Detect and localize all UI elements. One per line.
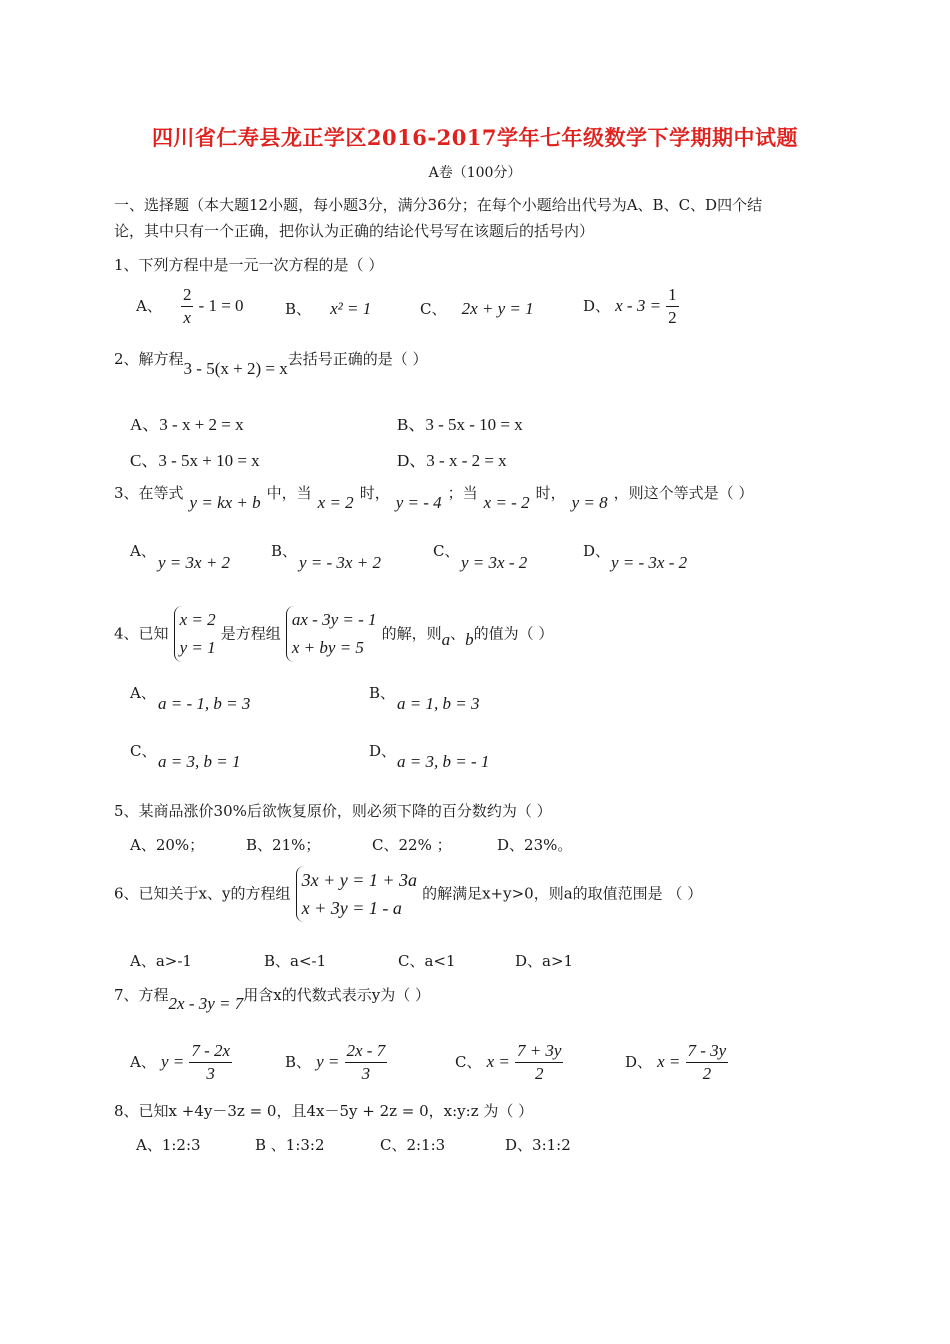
numerator: 2 bbox=[181, 284, 194, 307]
option-label: B、 bbox=[285, 300, 312, 318]
equation-system bbox=[296, 866, 417, 922]
q3-option-c-label: C、 bbox=[433, 542, 460, 560]
question-1-stem: 1、下列方程中是一元一次方程的是（ ） bbox=[114, 256, 384, 274]
expression: 2x + y = 1 bbox=[461, 299, 534, 318]
numerator: 2x - 7 bbox=[345, 1040, 388, 1063]
q1-option-c bbox=[420, 298, 534, 319]
denominator: 3 bbox=[361, 1064, 371, 1083]
q2-option-c: C、3 - 5x + 10 = x bbox=[130, 451, 260, 470]
fraction bbox=[686, 1040, 729, 1085]
expression: - 1 = 0 bbox=[198, 296, 244, 315]
q7-option-b bbox=[285, 1040, 387, 1085]
q4-option-b: a = 1, b = 3 bbox=[397, 694, 480, 713]
fraction bbox=[666, 284, 679, 329]
numerator: 7 + 3y bbox=[515, 1040, 564, 1063]
expression: x = bbox=[657, 1052, 681, 1071]
fraction bbox=[181, 284, 194, 329]
q6-option-a: A、a>-1 bbox=[130, 952, 192, 970]
denominator: x bbox=[183, 308, 191, 327]
stem-text: 6、已知关于x、y的方程组 bbox=[114, 884, 291, 903]
stem-text: ，则这个等式是（ ） bbox=[613, 484, 754, 502]
option-label: A、 bbox=[130, 1053, 156, 1071]
page-title: 四川省仁寿县龙正学区2016-2017学年七年级数学下学期期中试题 bbox=[151, 125, 799, 150]
q8-option-a: A、1:2:3 bbox=[136, 1136, 201, 1154]
stem-expression: y = kx + b bbox=[189, 493, 261, 512]
question-7-stem bbox=[114, 984, 430, 1013]
q4-option-c-label: C、 bbox=[130, 742, 157, 760]
q7-option-d bbox=[625, 1040, 728, 1085]
variable: a bbox=[441, 629, 451, 649]
q5-option-c: C、22% ； bbox=[372, 836, 452, 854]
expression: y = bbox=[316, 1052, 340, 1071]
q4-option-b-label: B、 bbox=[369, 684, 396, 702]
equation: ax - 3y = - 1 bbox=[291, 610, 377, 629]
q7-option-a bbox=[130, 1040, 232, 1085]
expression: x = bbox=[486, 1052, 510, 1071]
solution-system bbox=[174, 606, 216, 662]
q3-option-c: y = 3x - 2 bbox=[461, 553, 528, 572]
q3-option-d: y = - 3x - 2 bbox=[611, 553, 688, 572]
stem-expression: y = 8 bbox=[571, 493, 608, 512]
stem-text: 的解满足x+y>0，则a的取值范围是 （ ） bbox=[422, 884, 703, 903]
q5-option-d: D、23%。 bbox=[497, 836, 573, 854]
stem-expression: 3 - 5(x + 2) = x bbox=[183, 359, 288, 378]
q4-option-d-label: D、 bbox=[369, 742, 397, 760]
q2-option-b: B、3 - 5x - 10 = x bbox=[397, 415, 523, 434]
option-label: C、 bbox=[420, 300, 447, 318]
option-label: B、 bbox=[285, 1053, 312, 1071]
stem-text: ；当 bbox=[447, 484, 478, 502]
stem-expression: 2x - 3y = 7 bbox=[168, 994, 244, 1013]
q1-option-a bbox=[136, 284, 244, 329]
q3-option-a-label: A、 bbox=[130, 542, 156, 560]
stem-text: 时， bbox=[535, 484, 566, 502]
q1-option-b bbox=[285, 298, 371, 319]
section-instruction-line-2: 论，其中只有一个正确，把你认为正确的结论代号写在该题后的括号内） bbox=[114, 222, 595, 240]
equation: x + 3y = 1 - a bbox=[301, 898, 402, 918]
equation: x = 2 bbox=[179, 610, 216, 629]
q4-option-d: a = 3, b = - 1 bbox=[397, 752, 490, 771]
stem-text: 的值为（ ） bbox=[473, 624, 554, 643]
q7-option-c bbox=[455, 1040, 563, 1085]
stem-text: 时， bbox=[359, 484, 390, 502]
q5-option-a: A、20%； bbox=[130, 836, 205, 854]
numerator: 7 - 2x bbox=[189, 1040, 232, 1063]
q8-option-b: B 、1:3:2 bbox=[255, 1136, 325, 1154]
section-subtitle: A卷（100分） bbox=[428, 165, 522, 181]
option-label: D、 bbox=[583, 297, 611, 315]
stem-expression: x = - 2 bbox=[483, 493, 530, 512]
question-2-stem bbox=[114, 348, 428, 378]
denominator: 2 bbox=[668, 308, 677, 327]
q6-option-c: C、a<1 bbox=[398, 952, 456, 970]
question-8-stem: 8、已知x +4y－3z = 0，且4x－5y + 2z = 0，x:y:z 为（ ） bbox=[114, 1102, 534, 1120]
q4-option-a-label: A、 bbox=[130, 684, 156, 702]
separator: 、 bbox=[450, 624, 466, 643]
equation: 3x + y = 1 + 3a bbox=[301, 870, 417, 890]
q6-option-b: B、a<-1 bbox=[264, 952, 327, 970]
question-6-stem bbox=[114, 866, 702, 922]
q3-option-d-label: D、 bbox=[583, 542, 611, 560]
q6-option-d: D、a>1 bbox=[515, 952, 574, 970]
fraction bbox=[189, 1040, 232, 1085]
fraction bbox=[345, 1040, 388, 1085]
expression: x² = 1 bbox=[330, 299, 372, 318]
expression: x - 3 = bbox=[615, 296, 662, 315]
denominator: 2 bbox=[534, 1064, 544, 1083]
section-instruction-line-1: 一、选择题（本大题12小题，每小题3分，满分36分；在每个小题给出代号为A、B、C、D四个结 bbox=[114, 196, 763, 214]
q2-option-a: A、3 - x + 2 = x bbox=[130, 415, 244, 434]
stem-text: 2、解方程 bbox=[114, 350, 184, 368]
stem-expression: x = 2 bbox=[317, 493, 354, 512]
q3-option-b: y = - 3x + 2 bbox=[299, 553, 381, 572]
stem-text: 用含x的代数式表示y为（ ） bbox=[243, 986, 430, 1004]
q3-option-a: y = 3x + 2 bbox=[158, 553, 231, 572]
q8-option-c: C、2:1:3 bbox=[380, 1136, 446, 1154]
denominator: 3 bbox=[206, 1064, 215, 1083]
stem-text: 7、方程 bbox=[114, 986, 169, 1004]
option-label: C、 bbox=[455, 1053, 482, 1071]
numerator: 7 - 3y bbox=[686, 1040, 729, 1063]
stem-text: 去括号正确的是（ ） bbox=[287, 350, 428, 368]
option-label: D、 bbox=[625, 1053, 653, 1071]
stem-expression: y = - 4 bbox=[395, 493, 442, 512]
q8-option-d: D、3:1:2 bbox=[505, 1136, 571, 1154]
q5-option-b: B、21%； bbox=[246, 836, 321, 854]
stem-text: 3、在等式 bbox=[114, 484, 184, 502]
equation: y = 1 bbox=[179, 638, 216, 657]
option-label: A、 bbox=[136, 297, 162, 315]
q1-option-d bbox=[583, 284, 679, 329]
q2-option-d: D、3 - x - 2 = x bbox=[397, 451, 507, 470]
expression: y = bbox=[160, 1052, 185, 1071]
equation: x + by = 5 bbox=[291, 638, 364, 657]
equation-system bbox=[286, 606, 377, 662]
stem-text: 中，当 bbox=[266, 484, 312, 502]
q4-option-a: a = - 1, b = 3 bbox=[158, 694, 251, 713]
denominator: 2 bbox=[702, 1064, 712, 1083]
stem-text: 的解，则 bbox=[381, 624, 442, 643]
question-4-stem bbox=[114, 606, 553, 662]
question-3-stem bbox=[114, 482, 754, 512]
variable: b bbox=[465, 629, 474, 649]
q4-option-c: a = 3, b = 1 bbox=[158, 752, 241, 771]
q3-option-b-label: B、 bbox=[271, 542, 298, 560]
question-5-stem: 5、某商品涨价30%后欲恢复原价，则必须下降的百分数约为（ ） bbox=[114, 802, 552, 820]
numerator: 1 bbox=[666, 284, 679, 307]
stem-text: 4、已知 bbox=[114, 624, 169, 643]
fraction bbox=[515, 1040, 564, 1085]
stem-text: 是方程组 bbox=[220, 624, 281, 643]
